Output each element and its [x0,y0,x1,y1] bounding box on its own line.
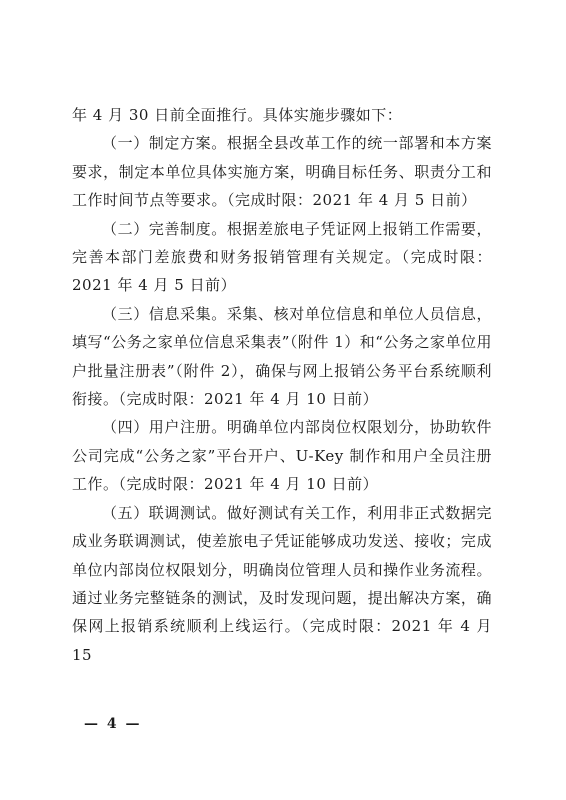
paragraph-step-4: （四）用户注册。明确单位内部岗位权限划分，协助软件公司完成“公务之家”平台开户、U-Key 制作和用户全员注册工作。（完成时限：2021 年 4 月 10 日前） [72,418,492,494]
page-number: — 4 — [84,716,142,732]
paragraph-step-5: （五）联调测试。做好测试有关工作，利用非正式数据完成业务联调测试，使差旅电子凭证能够成功发送、接收；完成单位内部岗位权限划分，明确岗位管理人员和操作业务流程。通过业务完整链条的测试，及时发现问题，提出解决方案，确保网上报销系统顺利上线运行。（完成时限：2021 年 4 月 15 [72,503,492,664]
paragraph-step-1: （一）制定方案。根据全县改革工作的统一部署和本方案要求，制定本单位具体实施方案，明确目标任务、职责分工和工作时间节点等要求。（完成时限：2021 年 4 月 5 日前） [72,134,492,210]
paragraph-step-2: （二）完善制度。根据差旅电子凭证网上报销工作需要，完善本部门差旅费和财务报销管理有关规定。（完成时限：2021 年 4 月 5 日前） [72,219,492,295]
document-body [72,101,492,669]
paragraph-step-3: （三）信息采集。采集、核对单位信息和单位人员信息，填写“公务之家单位信息采集表”（附件 1）和“公务之家单位用户批量注册表”（附件 2），确保与网上报销公务平台系统顺利衔接。（完成时限：2021 年 4 月 10 日前） [72,304,492,409]
paragraph-intro: 年 4 月 30 日前全面推行。具体实施步骤如下： [72,106,403,124]
